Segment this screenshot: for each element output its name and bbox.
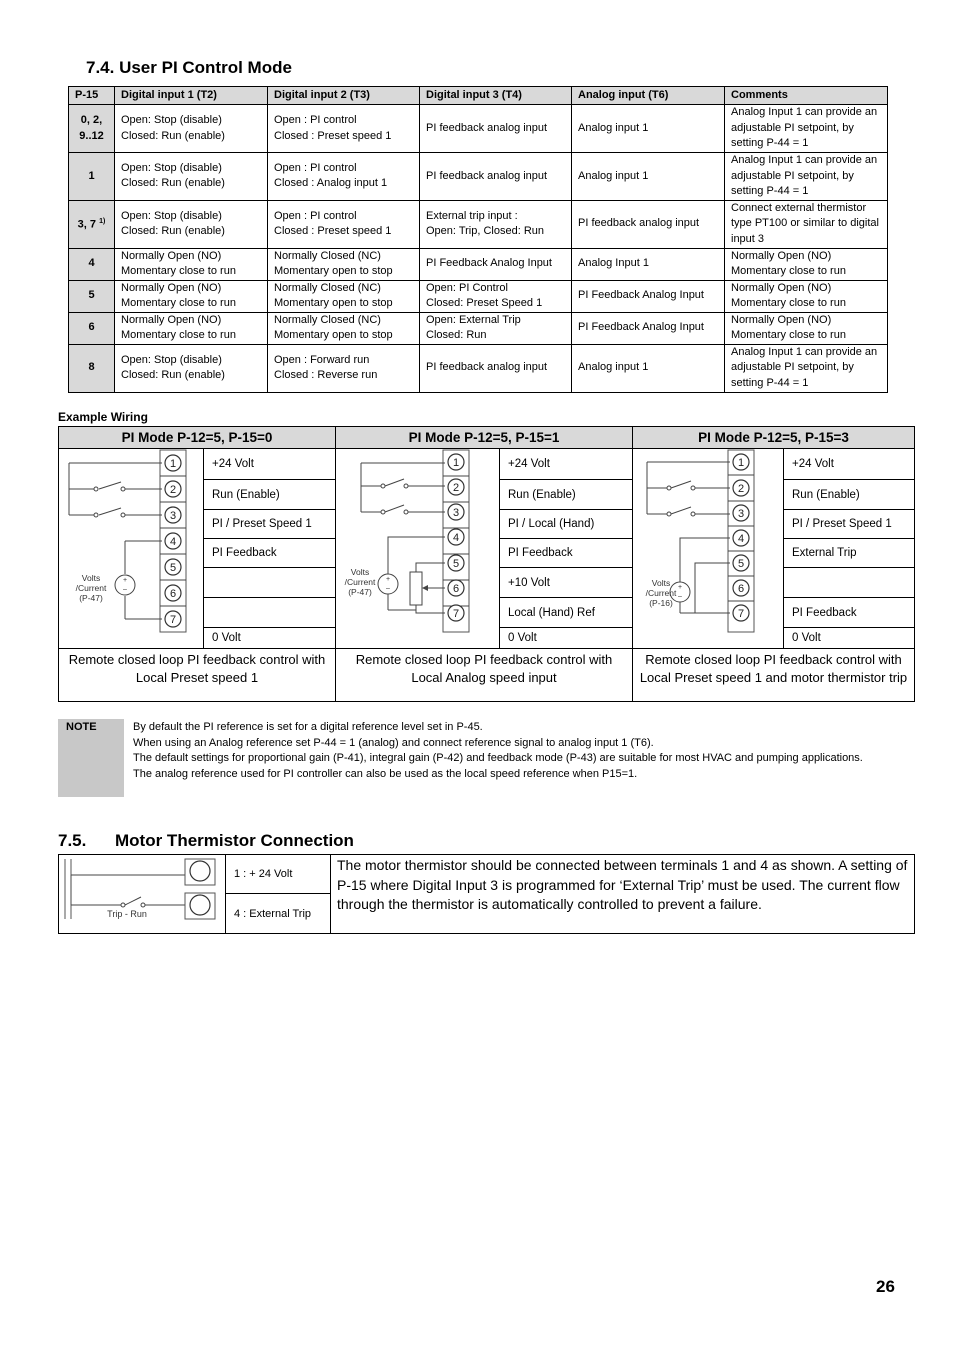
cell-di1: Normally Open (NO) Momentary close to run [115,248,268,280]
terminal-label-5 [784,568,915,598]
cell-p15: 0, 2, 9..12 [69,105,115,153]
wiring-diagram [336,448,499,648]
cell-di3: PI Feedback Analog Input [420,248,572,280]
terminal-label-1: +24 Volt [784,448,915,480]
table-header-row [69,87,888,105]
cell-analog: Analog input 1 [572,153,725,201]
svg-text:–: – [678,593,682,600]
terminal-1-label: 1 : + 24 Volt [226,855,330,894]
terminal-labels [203,448,336,648]
table-row [69,312,888,344]
terminal-6: 6 [452,583,460,595]
terminal-labels [499,448,633,648]
cell-di2: Open : PI control Closed : Preset speed 1 [268,200,420,248]
terminal-3: 3 [737,508,745,520]
table-row [69,280,888,312]
source-label-line3: (P-47) [348,587,372,597]
panel-caption: Remote closed loop PI feedback control with Local Preset speed 1 [59,648,335,701]
table-row [69,248,888,280]
note-line: By default the PI reference is set for a digital reference level set in P-45. [133,721,483,733]
terminal-label-4: External Trip [784,539,915,568]
note-label: NOTE [58,719,124,797]
source-label-line1: Volts [81,573,101,583]
source-label-line3: (P-47) [79,593,103,603]
cell-di2: Open : PI control Closed : Analog input 1 [268,153,420,201]
terminal-5: 5 [737,558,745,570]
panel-caption: Remote closed loop PI feedback control with Local Analog speed input [336,648,632,701]
cell-di1: Normally Open (NO) Momentary close to run [115,280,268,312]
terminal-7: 7 [452,608,460,620]
terminal-label-7: 0 Volt [212,632,241,644]
note-text [133,720,913,782]
terminal-7: 7 [737,608,745,620]
source-label-line2: /Current [344,577,376,587]
terminal-6: 6 [737,583,745,595]
header-digital-input-3: Digital input 3 (T4) [420,87,572,105]
wiring-diagram [59,448,203,648]
page-number: 26 [876,1277,895,1296]
cell-di3: Open: External Trip Closed: Run [420,312,572,344]
panel-heading: PI Mode P-12=5, P-15=3 [633,427,914,449]
terminal-2: 2 [737,483,745,495]
terminal-label-3: PI / Local (Hand) [500,510,633,539]
source-label-line2: /Current [645,588,677,598]
terminal-1: 1 [737,457,745,469]
cell-comments: Normally Open (NO) Momentary close to run [725,312,888,344]
terminal-5: 5 [169,562,177,574]
panel-heading: PI Mode P-12=5, P-15=0 [59,427,335,449]
terminal-label-3: PI / Preset Speed 1 [204,510,336,539]
terminal-3: 3 [452,507,460,519]
cell-p15 [69,200,115,248]
note-line: When using an Analog reference set P-44 = 1 (analog) and connect reference signal to analog input 1 (T6). [133,736,654,749]
terminal-label-5: +10 Volt [500,568,633,598]
example-wiring-box [58,426,915,702]
terminal-7: 7 [169,614,177,626]
terminal-4: 4 [169,536,177,548]
pi-mode-table [68,86,888,393]
note-line: The analog reference used for PI controller can also be used as the local speed reference when P15=1. [133,767,638,780]
header-p15: P-15 [69,87,115,105]
terminal-4: 4 [452,532,460,544]
terminal-label-2: Run (Enable) [784,480,915,510]
cell-p15: 1 [69,153,115,201]
cell-analog: PI Feedback Analog Input [572,280,725,312]
source-label-line3: (P-16) [649,598,673,608]
terminal-4-label: 4 : External Trip [234,907,312,920]
terminal-1: 1 [452,457,460,469]
svg-text:–: – [123,586,127,593]
cell-di3: PI feedback analog input [420,153,572,201]
terminal-label-7: 0 Volt [508,632,537,644]
panel-heading: PI Mode P-12=5, P-15=1 [336,427,632,449]
wiring-panel-p15-1 [336,427,633,701]
cell-analog: Analog Input 1 [572,248,725,280]
cell-di1: Open: Stop (disable) Closed: Run (enable) [115,200,268,248]
terminal-2: 2 [169,484,177,496]
wiring-diagram [633,448,783,648]
terminal-label-6: Local (Hand) Ref [500,598,633,628]
example-wiring-title: Example Wiring [58,410,148,424]
cell-di2: Open : PI control Closed : Preset speed 1 [268,105,420,153]
cell-di3: Open: PI Control Closed: Preset Speed 1 [420,280,572,312]
cell-di1: Open: Stop (disable) Closed: Run (enable) [115,344,268,392]
cell-di3: External trip input : Open: Trip, Closed: Run [420,200,572,248]
terminal-label-1: +24 Volt [204,448,336,480]
cell-di1: Open: Stop (disable) Closed: Run (enable) [115,153,268,201]
footnote-marker: 1) [99,218,106,226]
terminal-3: 3 [169,510,177,522]
cell-comments: Analog Input 1 can provide an adjustable PI setpoint, by setting P-44 = 1 [725,105,888,153]
terminal-1: 1 [169,458,177,470]
terminal-label-6 [204,598,336,628]
trip-run-label: Trip - Run [107,909,147,919]
note-line: The default settings for proportional gain (P-41), integral gain (P-42) and feedback mode (P-43) are suitable for most HVAC and pumping applications. [133,752,863,764]
thermistor-box [58,854,915,934]
terminal-label-2: Run (Enable) [204,480,336,510]
header-digital-input-2: Digital input 2 (T3) [268,87,420,105]
cell-p15: 6 [69,312,115,344]
cell-comments: Analog Input 1 can provide an adjustable PI setpoint, by setting P-44 = 1 [725,344,888,392]
terminal-5: 5 [452,558,460,570]
cell-di2: Normally Closed (NC) Momentary open to stop [268,248,420,280]
cell-analog: Analog input 1 [572,105,725,153]
terminal-label-3: PI / Preset Speed 1 [784,510,915,539]
table-row [69,105,888,153]
panel-caption: Remote closed loop PI feedback control with Local Preset speed 1 and motor thermistor trip [633,648,914,701]
cell-di2: Normally Closed (NC) Momentary open to stop [268,280,420,312]
svg-text:+: + [677,584,683,591]
terminal-2: 2 [452,482,460,494]
thermistor-wiring-diagram [59,855,225,933]
cell-p15: 5 [69,280,115,312]
thermistor-terminals [225,855,331,933]
cell-p15: 4 [69,248,115,280]
cell-comments: Normally Open (NO) Momentary close to run [725,248,888,280]
wiring-panel-p15-0 [59,427,336,701]
terminal-label-4: PI Feedback [500,539,633,568]
cell-di1: Open: Stop (disable) Closed: Run (enable) [115,105,268,153]
section-7-5-title [58,831,354,851]
svg-text:–: – [386,585,390,592]
table-row [69,153,888,201]
terminal-label-7: 0 Volt [792,632,821,644]
cell-comments: Normally Open (NO) Momentary close to run [725,280,888,312]
source-label-line1: Volts [350,567,370,577]
terminal-labels [783,448,915,648]
source-label-line1: Volts [651,578,671,588]
cell-di3: PI feedback analog input [420,105,572,153]
svg-text:+: + [385,576,391,583]
header-comments: Comments [725,87,888,105]
svg-text:+: + [122,577,128,584]
table-row [69,200,888,248]
cell-comments: Analog Input 1 can provide an adjustable PI setpoint, by setting P-44 = 1 [725,153,888,201]
terminal-label-6: PI Feedback [784,598,915,628]
terminal-4: 4 [737,533,745,545]
cell-di1: Normally Open (NO) Momentary close to run [115,312,268,344]
table-row [69,344,888,392]
section-number: 7.5. [58,831,87,850]
header-digital-input-1: Digital input 1 (T2) [115,87,268,105]
cell-comments: Connect external thermistor type PT100 or similar to digital input 3 [725,200,888,248]
cell-p15: 8 [69,344,115,392]
cell-analog: PI feedback analog input [572,200,725,248]
terminal-label-1: +24 Volt [500,448,633,480]
header-analog-input: Analog input (T6) [572,87,725,105]
cell-di2: Normally Closed (NC) Momentary open to stop [268,312,420,344]
cell-analog: PI Feedback Analog Input [572,312,725,344]
thermistor-description: The motor thermistor should be connected between terminals 1 and 4 as shown. A setting of P-15 where Digital Input 3 is programmed for ‘External Trip’ must be used. The current flow through the thermistor is automatically controlled to prevent a failure. [337,857,908,912]
terminal-6: 6 [169,588,177,600]
terminal-label-5 [204,568,336,598]
cell-di2: Open : Forward run Closed : Reverse run [268,344,420,392]
section-7-4-title: 7.4. User PI Control Mode [86,58,292,77]
wiring-panel-p15-3 [633,427,914,701]
section-heading: Motor Thermistor Connection [115,831,354,850]
cell-analog: Analog input 1 [572,344,725,392]
terminal-label-2: Run (Enable) [500,480,633,510]
terminal-label-4: PI Feedback [204,539,336,568]
source-label-line2: /Current [75,583,107,593]
p15-value: 3, 7 [77,219,97,232]
cell-di3: PI feedback analog input [420,344,572,392]
